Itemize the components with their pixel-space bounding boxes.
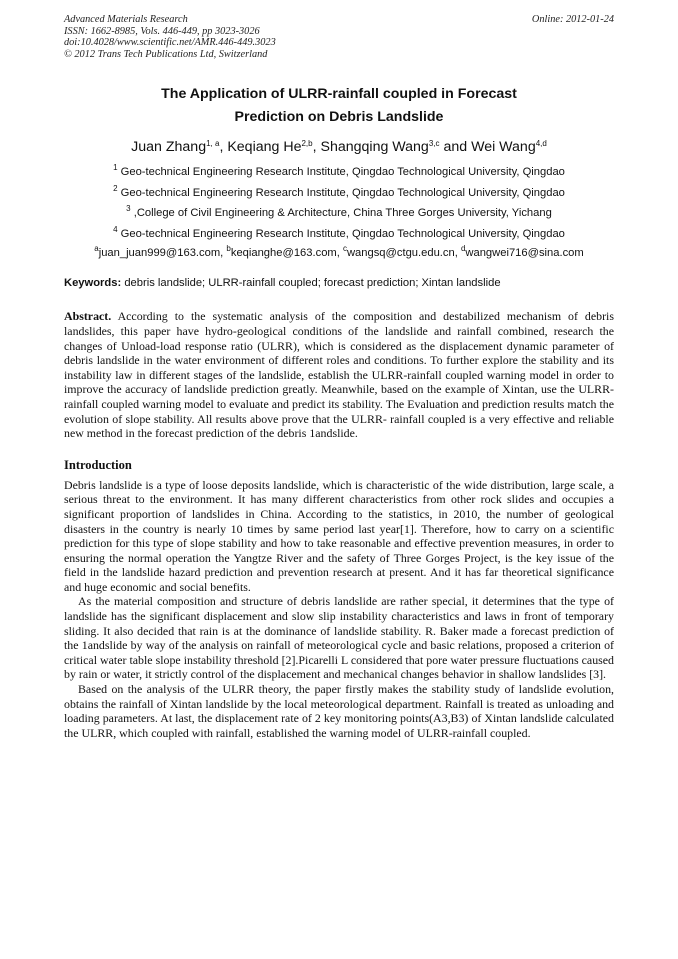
email-marker: d (460, 244, 466, 254)
author-separator: and (439, 139, 472, 156)
affiliation-list (64, 162, 614, 244)
author-affil-marker: 3,c (428, 139, 440, 149)
abstract-label: Abstract. (64, 309, 112, 324)
email-separator: , (454, 247, 461, 260)
affiliation-text: Geo-technical Engineering Research Institute, Qingdao Technological University, Qingdao (120, 227, 565, 240)
affiliation-number: 2 (113, 183, 118, 193)
affiliation-number: 4 (113, 224, 118, 234)
affiliation-text: Geo-technical Engineering Research Institute, Qingdao Technological University, Qingdao (120, 186, 565, 199)
abstract (64, 309, 614, 440)
email-address: wangwei716@sina.com (465, 247, 584, 260)
doi-line: doi:10.4028/www.scientific.net/AMR.446-449.3023 (64, 37, 276, 49)
email-marker: a (94, 244, 99, 254)
keywords-label: Keywords: (64, 277, 122, 290)
author-affil-marker: 2,b (301, 139, 313, 149)
issn-line: ISSN: 1662-8985, Vols. 446-449, pp 3023-3026 (64, 25, 260, 37)
abstract-text: According to the systematic analysis of the composition and destabilized mechanism of debris landslides, this paper have hydro-geological conditions of the landslide and rainfall combined, research the changes of Unload-load response ratio (ULRR), which is considered as the displacement dynamic parameter of debris landslide in the water environment of different roles and conditions. To further explore the stability and its instability law in different stages of the landslide, establish the ULRR-rainfall coupled warning model in order to improve the accuracy of landslide prediction greatly. Meanwhile, based on the example of Xintan, use the ULRR-rainfall coupled warning model to evaluate and predict its stability. The Evaluation and prediction results match the evolution of slope stability. All results above prove that the ULRR- rainfall coupled is a very effective and reliable new method in the forecast prediction of the debris 1andslide. (64, 309, 614, 441)
affiliation (64, 224, 614, 245)
affiliation-text: ,College of Civil Engineering & Architecture, China Three Gorges University, Yichang (133, 207, 552, 220)
affiliation-text: Geo-technical Engineering Research Institute, Qingdao Technological University, Qingdao (120, 166, 565, 179)
affiliation (64, 162, 614, 183)
keywords-text: debris landslide; ULRR-rainfall coupled; forecast prediction; Xintan landslide (124, 277, 501, 290)
email-marker: c (342, 244, 347, 254)
author-affil-marker: 1, a (206, 139, 220, 149)
journal-header (64, 14, 614, 60)
keywords (64, 276, 614, 290)
title-line-1: The Application of ULRR-rainfall coupled in Forecast (161, 86, 517, 103)
email-address: juan_juan999@163.com (98, 247, 221, 260)
online-date: Online: 2012-01-24 (531, 14, 614, 25)
author-name: Juan Zhang (131, 139, 207, 156)
email-marker: b (226, 244, 231, 254)
email-separator: , (220, 247, 227, 260)
author-separator: , (312, 139, 321, 156)
intro-paragraph: Debris landslide is a type of loose deposits landslide, which is characteristic of the wide distribution, large scale, a serious threat to the environment. It has many different characteristics from other rock slides and occupies a significant proportion of landslides in China. According to the statistics, in 2010, the number of geological disasters in the country is nearly 10 times by same period last year[1]. Therefore, how to carry on a scientific prediction for this type of slope stability and how to take reasonable and effective prevention measures, in order to ensuring the normal operation the Yangtze River and the safety of Three Gorges Project, is the key issue of the field in the landslide hazard prediction and prevention research at present. And it has far theoretical significance and huge economic and social benefits. (64, 477, 614, 594)
title-line-2: Prediction on Debris Landslide (234, 109, 444, 126)
email-address: keqianghe@163.com (230, 247, 337, 260)
affiliation-number: 1 (113, 163, 118, 173)
author-affil-marker: 4,d (535, 139, 547, 149)
copyright-line: © 2012 Trans Tech Publications Ltd, Switzerland (64, 48, 268, 60)
author-list (64, 138, 614, 156)
email-address: wangsq@ctgu.edu.cn (346, 247, 455, 260)
author-name: Keqiang He (227, 139, 302, 156)
email-separator: , (336, 247, 343, 260)
affiliation-number: 3 (126, 204, 131, 214)
paper-title (64, 83, 614, 129)
author-separator: , (219, 139, 228, 156)
intro-paragraph: Based on the analysis of the ULRR theory, the paper firstly makes the stability study of landslide evolution, obtains the rainfall of Xintan landslide by the local meteorological department. Rainfall is treated as unloading and loading parameters. At last, the displacement rate of 2 key monitoring points(A3,B3) of Xintan landslide calculated the ULRR, which coupled with rainfall, established the warning model of ULRR-rainfall coupled. (64, 682, 614, 740)
intro-paragraph: As the material composition and structure of debris landslide are rather special, it determines that the type of landslide has the significant displacement and slow slip instability characteristics and laws in front of temporary sliding. It also decided that rain is at the dominance of landslide stability. R. Baker made a forecast prediction of the 1andslide by way of the analysis on rainfall of meteorological cycle and basic relations, proposed a criterion of critical water table slope instability threshold [2].Picarelli L considered that pore water pressure fluctuations caused by rain or water, it strictly control of the displacement and mechanical changes behavior in shallow landslides [3]. (64, 594, 614, 682)
journal-name: Advanced Materials Research (64, 14, 188, 25)
author-name: Shangqing Wang (320, 139, 429, 156)
email-list (64, 244, 614, 262)
affiliation (64, 183, 614, 204)
affiliation (64, 203, 614, 224)
section-heading-introduction: Introduction (64, 457, 132, 472)
author-name: Wei Wang (471, 139, 536, 156)
